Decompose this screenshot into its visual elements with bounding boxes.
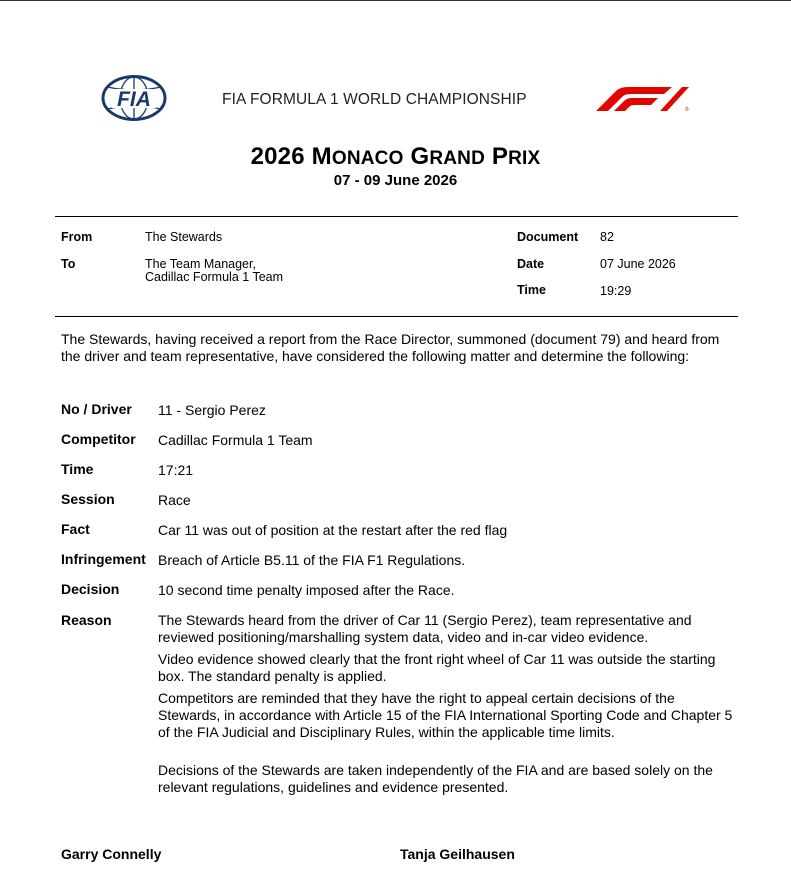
signer-1: Garry Connelly — [61, 846, 162, 862]
fact-value: Car 11 was out of position at the restart after the red flag — [158, 522, 508, 538]
date-label: Date — [517, 257, 545, 271]
session-value: Race — [158, 492, 191, 508]
f1-logo — [594, 86, 690, 112]
document-value: 82 — [600, 230, 614, 244]
to-value — [145, 258, 283, 284]
competitor-value: Cadillac Formula 1 Team — [158, 432, 313, 448]
offence-time-value: 17:21 — [158, 462, 194, 478]
to-label: To — [61, 257, 76, 271]
reason-paragraph-1: The Stewards heard from the driver of Car 11 (Sergio Perez), team representative and reviewed positioning/marshalling system data, video and in-car video evidence. — [158, 612, 692, 645]
event-title: 2026 MONACO GRAND PRIX — [250, 143, 541, 170]
championship-title: FIA FORMULA 1 WORLD CHAMPIONSHIP — [222, 91, 527, 108]
reason-label: Reason — [61, 612, 112, 628]
svg-text:®: ® — [685, 107, 689, 112]
reason-paragraph-3: Competitors are reminded that they have the right to appeal certain decisions of the Stewards, in accordance with Article 15 of the FIA International Sporting Code and Chapter 5 of the FIA Judicial and Disciplinary Rules, within the applicable time limits. — [158, 690, 733, 740]
header-divider-top — [55, 216, 738, 217]
to-line-1: The Team Manager, — [145, 257, 256, 271]
top-border-line — [0, 0, 791, 1]
driver-value: 11 - Sergio Perez — [158, 402, 266, 418]
fia-logo — [101, 75, 167, 121]
infringement-value: Breach of Article B5.11 of the FIA F1 Regulations. — [158, 552, 466, 568]
decision-value: 10 second time penalty imposed after the Race. — [158, 582, 455, 598]
intro-paragraph: The Stewards, having received a report from the Race Director, summoned (document 79) and heard from the driver and team representative, have considered the following matter and determine the following: — [61, 331, 720, 364]
reason-text — [158, 612, 733, 746]
from-label: From — [61, 230, 93, 244]
independence-note: Decisions of the Stewards are taken independently of the FIA and are based solely on the relevant regulations, guidelines and evidence presented. — [158, 762, 713, 795]
driver-label: No / Driver — [61, 401, 132, 417]
from-value: The Stewards — [145, 230, 223, 244]
signer-2: Tanja Geilhausen — [400, 846, 515, 862]
header-divider-bottom — [55, 316, 738, 317]
competitor-label: Competitor — [61, 431, 136, 447]
document-label: Document — [517, 230, 579, 244]
date-value: 07 June 2026 — [600, 257, 676, 271]
time-value: 19:29 — [600, 284, 632, 298]
reason-paragraph-2: Video evidence showed clearly that the front right wheel of Car 11 was outside the starting box. The standard penalty is applied. — [158, 651, 716, 684]
fia-logo-text: FIA — [117, 88, 151, 111]
decision-label: Decision — [61, 581, 120, 597]
infringement-label: Infringement — [61, 551, 146, 567]
offence-time-label: Time — [61, 461, 94, 477]
to-line-2: Cadillac Formula 1 Team — [145, 270, 284, 284]
event-dates: 07 - 09 June 2026 — [333, 172, 458, 189]
session-label: Session — [61, 491, 115, 507]
time-label: Time — [517, 283, 546, 297]
fact-label: Fact — [61, 521, 90, 537]
